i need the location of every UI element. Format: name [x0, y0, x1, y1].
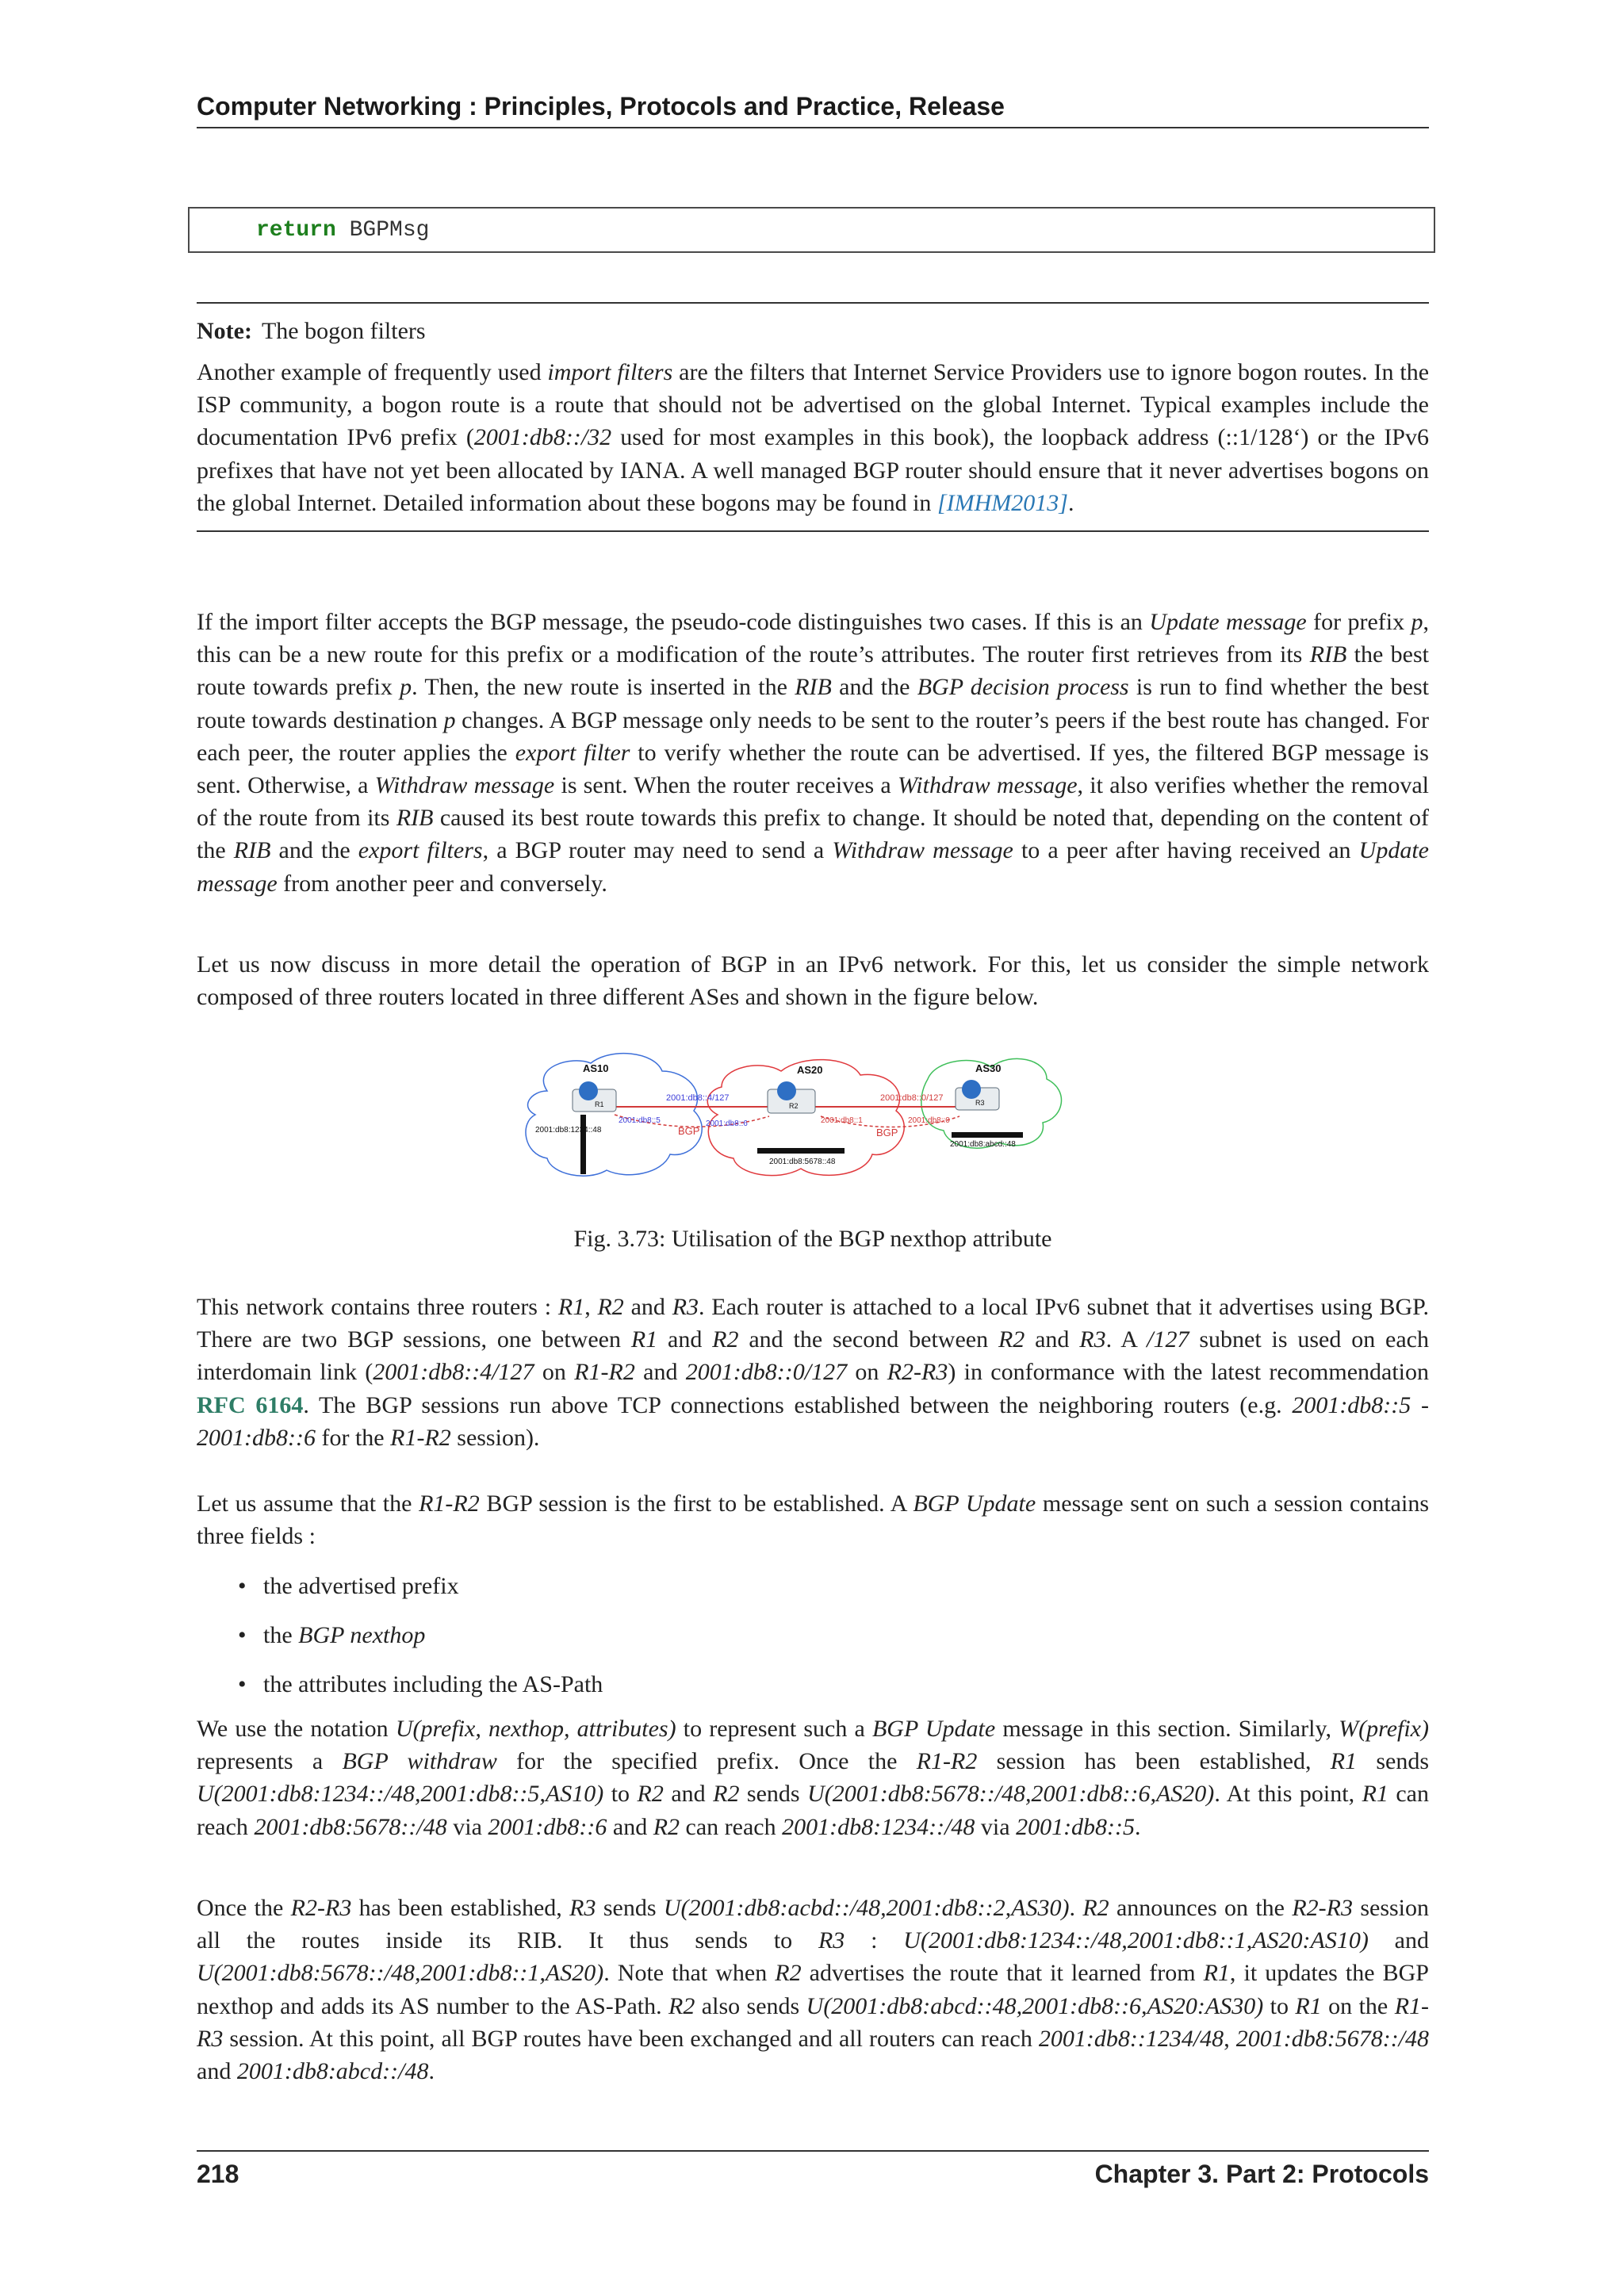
- page-number: 218: [197, 2160, 239, 2188]
- code-keyword: return: [256, 218, 336, 243]
- footer-rule: [197, 2150, 1429, 2152]
- lan1-bar: [580, 1115, 586, 1174]
- lan3-bar: [952, 1132, 1023, 1138]
- router-r2: [768, 1081, 815, 1113]
- list-item: • the attributes including the AS-Path: [238, 1671, 603, 1697]
- fields-list: [197, 1562, 1429, 1709]
- rfc-link[interactable]: RFC 6164: [197, 1391, 304, 1418]
- bgp-label-2: BGP: [876, 1127, 898, 1138]
- code-block: [188, 207, 1435, 253]
- code-line: [256, 218, 429, 243]
- svg-text:R3: R3: [975, 1099, 985, 1107]
- note-label: Note:: [197, 318, 252, 344]
- as10-cloud: [526, 1054, 702, 1177]
- r2-address-right: 2001:db8::1: [821, 1116, 863, 1125]
- paragraph-session-fields: Let us assume that the R1-R2 BGP session is the first to be established. A BGP Update message sent on such a session contains three fields :: [197, 1490, 1430, 1550]
- paragraph-pseudocode-cases: If the import filter accepts the BGP message, the pseudo-code distinguishes two cases. If this is an Update message for prefix p, this can be a new route for this prefix or a modification of the route’s attributes. The router first retrieves from its RIB the best route towards prefix p. Then, the new route is inserted in the RIB and the BGP decision process is run to find whether the best route towards destination p changes. A BGP message only needs to be sent to the router’s peers if the best route has changed. For each peer, the router applies the export filter to verify whether the route can be advertised. If yes, the filtered BGP message is sent. Otherwise, a Withdraw message is sent. When the router receives a Withdraw message, it also verifies whether the removal of the route from its RIB caused its best route towards this prefix to change. It should be noted that, depending on the content of the RIB and the export filters, a BGP router may need to send a Withdraw message to a peer after having received an Update message from another peer and conversely.: [197, 609, 1430, 897]
- paragraph-r2-r3-session: Once the R2-R3 has been established, R3 sends U(2001:db8:acbd::/48,2001:db8::2,AS30). R2 announces on the R2-R3 session all the routes inside its RIB. It thus sends to R3 : U(2001:db8:1234::/48,2001:db8::1,AS20:AS10) and U(2001:db8:5678::/48,2001:db8::1,AS20). Note that when R2 advertises the route that it learned from R1, it updates the BGP nexthop and adds its AS number to the AS-Path. R2 also sends U(2001:db8:abcd::48,2001:db8::6,AS20:AS30) to R1 on the R1-R3 session. At this point, all BGP routes have been exchanged and all routers can reach 2001:db8::1234/48, 2001:db8:5678::/48 and 2001:db8:abcd::/48.: [197, 1895, 1430, 2085]
- chapter-title: Chapter 3. Part 2: Protocols: [1094, 2160, 1429, 2188]
- bgp-nexthop-figure: [515, 1043, 1110, 1194]
- code-identifier: BGPMsg: [335, 218, 430, 243]
- note-heading: The bogon filters: [261, 318, 426, 344]
- r2-address-left: 2001:db8::6: [706, 1119, 748, 1128]
- svg-text:R1: R1: [595, 1100, 604, 1108]
- link2-prefix: 2001:db8::0/127: [880, 1093, 944, 1103]
- svg-text:R2: R2: [789, 1102, 799, 1110]
- r1-address: 2001:db8::5: [619, 1116, 661, 1125]
- router-r3: [956, 1080, 999, 1110]
- lan2-prefix: 2001:db8:5678::48: [769, 1158, 836, 1166]
- list-item: • the BGP nexthop: [238, 1622, 426, 1648]
- note-paragraph: Another example of frequently used import filters are the filters that Internet Service Providers use to ignore bogon routes. In the ISP community, a bogon route is a route that should not be advertised on the global Internet. Typical examples include the documentation IPv6 prefix (2001:db8::/32 used for most examples in this book), the loopback address (::1/128‘) or the IPv6 prefixes that have not yet been allocated by IANA. A well managed BGP router should ensure that it never advertises bogons on the global Internet. Detailed information about these bogons may be found in [IMHM2013].: [197, 359, 1430, 516]
- paragraph-notation: We use the notation U(prefix, nexthop, attributes) to represent such a BGP Update message in this section. Similarly, W(prefix) represents a BGP withdraw for the specified prefix. Once the R1-R2 session has been established, R1 sends U(2001:db8:1234::/48,2001:db8::5,AS10) to R2 and R2 sends U(2001:db8:5678::/48,2001:db8::6,AS20). At this point, R1 can reach 2001:db8:5678::/48 via 2001:db8::6 and R2 can reach 2001:db8:1234::/48 via 2001:db8::5.: [197, 1716, 1429, 1840]
- paragraph-ipv6-intro: Let us now discuss in more detail the operation of BGP in an IPv6 network. For this, let us consider the simple network composed of three routers located in three different ASes and shown in the figure below.: [197, 951, 1429, 1011]
- bgp-label-1: BGP: [678, 1125, 700, 1137]
- as30-label: AS30: [975, 1062, 1002, 1074]
- as20-label: AS20: [797, 1064, 823, 1076]
- r3-address: 2001:db8::0: [908, 1116, 950, 1125]
- lan1-prefix: 2001:db8:1234::48: [535, 1126, 602, 1135]
- paragraph-network-description: This network contains three routers : R1, R2 and R3. Each router is attached to a local IPv6 subnet that it advertises using BGP. There are two BGP sessions, one between R1 and R2 and the second between R2 and R3. A /127 subnet is used on each interdomain link (2001:db8::4/127 on R1-R2 and 2001:db8::0/127 on R2-R3) in conformance with the latest recommendation RFC 6164. The BGP sessions run above TCP connections established between the neighboring routers (e.g. 2001:db8::5 - 2001:db8::6 for the R1-R2 session).: [197, 1294, 1430, 1451]
- list-item: • the advertised prefix: [238, 1573, 459, 1599]
- header-rule: [197, 127, 1429, 128]
- figure-caption: Fig. 3.73: Utilisation of the BGP nexthop attribute: [573, 1226, 1052, 1252]
- lan2-bar: [757, 1148, 845, 1154]
- citation-link[interactable]: [IMHM2013]: [936, 489, 1068, 516]
- note-box: [197, 302, 1429, 532]
- note-title: [197, 313, 1429, 350]
- as10-label: AS10: [583, 1062, 609, 1074]
- link1-prefix: 2001:db8::4/127: [666, 1093, 730, 1103]
- lan3-prefix: 2001:db8:abcd::48: [950, 1140, 1016, 1149]
- running-header: Computer Networking : Principles, Protocols and Practice, Release: [197, 92, 1005, 121]
- router-r1: [573, 1081, 616, 1112]
